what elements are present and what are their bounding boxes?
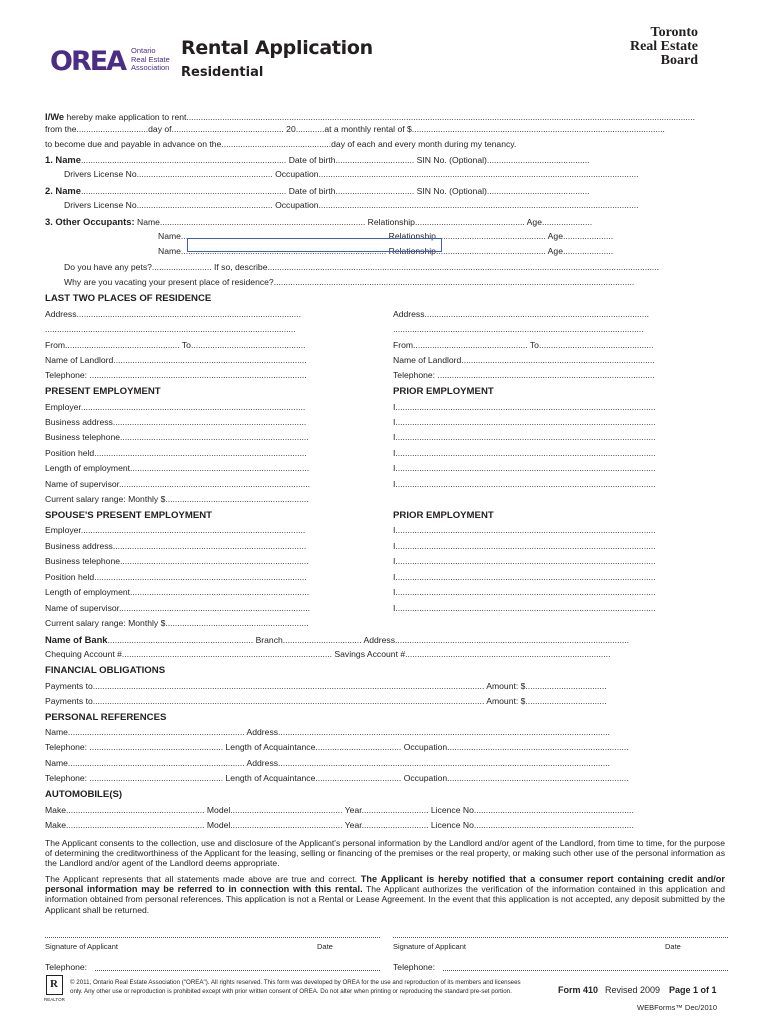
form-field-line[interactable]: Make.......................................................... Model............................................... Year............................ Licence No................................................................... xyxy=(45,820,634,830)
orea-logo-text: OREA xyxy=(50,46,126,74)
form-field-line[interactable]: Payments to.................................................................................................................................................................... Amount: $.................................. xyxy=(45,681,607,691)
copyright-line-2: only. Any other use or reproduction is prohibited except with prior written consent of OREA. Do not alter when printing or reproducing the standard pre-set portion. xyxy=(70,988,512,995)
form-field-line[interactable]: I............................................................................................................. xyxy=(393,525,656,535)
signature-line-2[interactable] xyxy=(393,937,728,938)
form-field-line[interactable]: Telephone: ........................................................................................... xyxy=(393,370,655,380)
form-field-line[interactable]: Length of employment........................................................................... xyxy=(45,463,310,473)
form-header xyxy=(0,0,770,100)
signature-label-1: Signature of Applicant xyxy=(45,942,118,951)
realtor-word: REALTOR xyxy=(44,997,65,1002)
form-field-line[interactable]: I............................................................................................................. xyxy=(393,463,656,473)
revised-date: Revised 2009 xyxy=(605,985,661,995)
consent-paragraph: The Applicant consents to the collection, use and disclosure of the Applicant's personal information by the Landlord and/or agent of the Landlord, from time to time, for the purpose of determining the creditworthiness of the Applicant for the leasing, selling or financing of the premises or the real property, or making such other use of the personal information as the Landlord and/or agent of the Landlord deems appropriate. xyxy=(45,838,725,869)
field-label: 1. Name xyxy=(45,154,81,165)
section-heading: AUTOMOBILE(S) xyxy=(45,789,123,800)
telephone-line-2[interactable] xyxy=(443,970,728,971)
form-field-line[interactable]: I............................................................................................................. xyxy=(393,541,656,551)
assoc-line-1: Ontario xyxy=(131,46,156,55)
notice-bold: The Applicant is hereby notified that a consumer report containing credit and/or personal information may be referred to in connection with this rental. xyxy=(45,874,725,895)
form-field-line[interactable] xyxy=(45,111,728,123)
telephone-line-1[interactable] xyxy=(95,970,380,971)
board-line-2: Real Estate xyxy=(629,39,698,54)
orea-association-name xyxy=(131,47,170,73)
form-field-line[interactable]: Name...................................................................................... Relationship.............................................. Age..................... xyxy=(158,231,614,241)
form-field-line[interactable]: Name of Landlord................................................................................. xyxy=(45,355,307,365)
page-indicator: Page 1 of 1 xyxy=(669,985,717,995)
date-label-2: Date xyxy=(665,942,681,951)
form-field-line[interactable]: Name of Landlord................................................................................. xyxy=(393,355,655,365)
telephone-label-2: Telephone: xyxy=(393,962,436,972)
form-field-line[interactable]: Name of supervisor................................................................................ xyxy=(45,479,311,489)
signature-label-2: Signature of Applicant xyxy=(393,942,466,951)
form-field-line[interactable]: Make.......................................................... Model............................................... Year............................ Licence No................................................................... xyxy=(45,805,634,815)
form-field-line[interactable]: ......................................................................................................... xyxy=(45,324,296,334)
form-field-line[interactable]: Telephone: ........................................................ Length of Acquaintance.................................... Occupation............................................................................ xyxy=(45,742,629,752)
section-heading: PERSONAL REFERENCES xyxy=(45,712,167,723)
document-title: Rental Application xyxy=(181,37,373,59)
form-number: Form 410 xyxy=(558,985,599,995)
form-field-line[interactable]: Payments to.................................................................................................................................................................... Amount: $.................................. xyxy=(45,696,607,706)
copyright-line-1: © 2011, Ontario Real Estate Association ("OREA"). All rights reserved. This form was developed by OREA for the use and reproduction of its members and licensees xyxy=(70,979,521,986)
form-field-line[interactable]: I............................................................................................................. xyxy=(393,556,656,566)
form-field-line[interactable] xyxy=(45,634,728,646)
form-field-line[interactable]: I............................................................................................................. xyxy=(393,402,656,412)
date-label-1: Date xyxy=(317,942,333,951)
form-field-line[interactable]: From................................................ To................................................ xyxy=(393,340,654,350)
field-label: Name of Bank xyxy=(45,634,108,645)
form-field-line[interactable]: Length of employment........................................................................... xyxy=(45,587,310,597)
form-field-line[interactable]: Position held......................................................................................... xyxy=(45,448,307,458)
field-text: Name...................................................................................... Relationship.............................................. Age..................... xyxy=(134,217,593,227)
form-field-line[interactable]: Address.............................................................................................. xyxy=(393,309,649,319)
form-field-line[interactable]: I............................................................................................................. xyxy=(393,572,656,582)
field-label: I/We xyxy=(45,111,65,122)
section-heading: PRESENT EMPLOYMENT xyxy=(45,386,161,397)
webforms-stamp: WEBForms™ Dec/2010 xyxy=(637,1003,718,1012)
form-field-line[interactable]: I............................................................................................................. xyxy=(393,603,656,613)
section-heading: SPOUSE'S PRESENT EMPLOYMENT xyxy=(45,510,213,521)
signature-line-1[interactable] xyxy=(45,937,380,938)
form-field-line[interactable]: Business address................................................................................. xyxy=(45,541,307,551)
form-field-line[interactable]: Current salary range: Monthly $............................................................ xyxy=(45,494,309,504)
form-field-line[interactable]: Address.............................................................................................. xyxy=(45,309,301,319)
notice-plain: The Applicant represents that all statements made above are true and correct. xyxy=(45,874,361,884)
board-line-3: Board xyxy=(660,53,698,68)
field-text: ...................................................................................... Date of birth................................. SIN No. (Optional)........................................... xyxy=(80,186,590,196)
applicant-notice-paragraph xyxy=(45,874,725,915)
form-field-line[interactable]: Why are you vacating your present place of residence?....................................................................................................................................................... xyxy=(64,277,635,287)
form-field-line[interactable]: Name.......................................................................... Address........................................................................................................................................... xyxy=(45,758,610,768)
form-field-line[interactable]: I............................................................................................................. xyxy=(393,417,656,427)
assoc-line-3: Association xyxy=(131,63,170,72)
realtor-logo-icon: R xyxy=(46,975,63,995)
form-field-line[interactable]: Employer.............................................................................................. xyxy=(45,402,306,412)
form-field-line[interactable]: Chequing Account #........................................................................................ Savings Account #...................................................................................... xyxy=(45,649,611,659)
assoc-line-2: Real Estate xyxy=(131,54,170,64)
form-field-line[interactable]: Drivers License No......................................................... Occupation...................................................................................................................................... xyxy=(64,169,639,179)
field-text: ............................................................. Branch................................. Address.................................................................................................. xyxy=(107,635,630,645)
form-field-line[interactable]: From................................................ To................................................ xyxy=(45,340,306,350)
form-field-line[interactable]: Drivers License No......................................................... Occupation...................................................................................................................................... xyxy=(64,200,639,210)
board-line-1: Toronto xyxy=(650,25,698,40)
toronto-real-estate-board-logo xyxy=(630,26,698,68)
document-subtitle: Residential xyxy=(181,65,264,80)
form-field-line[interactable] xyxy=(45,216,728,228)
form-field-line[interactable]: Business address................................................................................. xyxy=(45,417,307,427)
section-heading: PRIOR EMPLOYMENT xyxy=(393,510,494,521)
form-field-line[interactable]: I............................................................................................................. xyxy=(393,432,656,442)
section-heading: PRIOR EMPLOYMENT xyxy=(393,386,494,397)
form-field-line[interactable] xyxy=(45,154,728,166)
form-field-line[interactable]: Business telephone............................................................................... xyxy=(45,556,309,566)
field-label: 3. Other Occupants: xyxy=(45,216,135,227)
form-field-line[interactable]: I............................................................................................................. xyxy=(393,479,656,489)
form-field-line[interactable]: from the..............................day of............................................... 20............at a monthly rental of $.......................................................................................................... xyxy=(45,124,665,134)
form-field-line[interactable]: Telephone: ........................................................ Length of Acquaintance.................................... Occupation............................................................................ xyxy=(45,773,629,783)
form-field-line[interactable]: I............................................................................................................. xyxy=(393,448,656,458)
form-field-line[interactable]: Name...................................................................................... Relationship.............................................. Age..................... xyxy=(158,246,614,256)
form-field-line[interactable]: Position held......................................................................................... xyxy=(45,572,307,582)
notice-rest: The Applicant authorizes the verification of the information contained in this application and information obtained from personal references. This application is not a Rental or Lease Agreement. In the event that this application is not accepted, any deposit submitted by the Applicant shall be returned. xyxy=(45,884,725,915)
form-field-line[interactable]: Do you have any pets?......................... If so, describe.................................................................................................................................................................... xyxy=(64,262,660,272)
form-field-line[interactable]: to become due and payable in advance on the..............................................day of each and every month during my tenancy. xyxy=(45,139,517,149)
occupant-3-name-field[interactable] xyxy=(187,238,442,252)
form-field-line[interactable]: I............................................................................................................. xyxy=(393,587,656,597)
form-field-line[interactable]: Name.......................................................................... Address........................................................................................................................................... xyxy=(45,727,610,737)
section-heading: LAST TWO PLACES OF RESIDENCE xyxy=(45,293,212,304)
form-field-line[interactable]: Business telephone............................................................................... xyxy=(45,432,309,442)
form-field-line[interactable]: Employer.............................................................................................. xyxy=(45,525,306,535)
section-heading: FINANCIAL OBLIGATIONS xyxy=(45,665,166,676)
field-text: ...................................................................................... Date of birth................................. SIN No. (Optional)........................................... xyxy=(80,155,590,165)
form-field-line[interactable] xyxy=(45,185,728,197)
telephone-label-1: Telephone: xyxy=(45,962,88,972)
form-field-line[interactable]: Name of supervisor................................................................................ xyxy=(45,603,311,613)
orea-logo xyxy=(50,46,128,74)
field-label: 2. Name xyxy=(45,185,81,196)
field-text: hereby make application to rent..................................................................................................................................................................................................................... xyxy=(64,112,695,122)
form-field-line[interactable]: Current salary range: Monthly $............................................................ xyxy=(45,618,309,628)
form-field-line[interactable]: Telephone: ........................................................................................... xyxy=(45,370,307,380)
form-field-line[interactable]: ......................................................................................................... xyxy=(393,324,644,334)
